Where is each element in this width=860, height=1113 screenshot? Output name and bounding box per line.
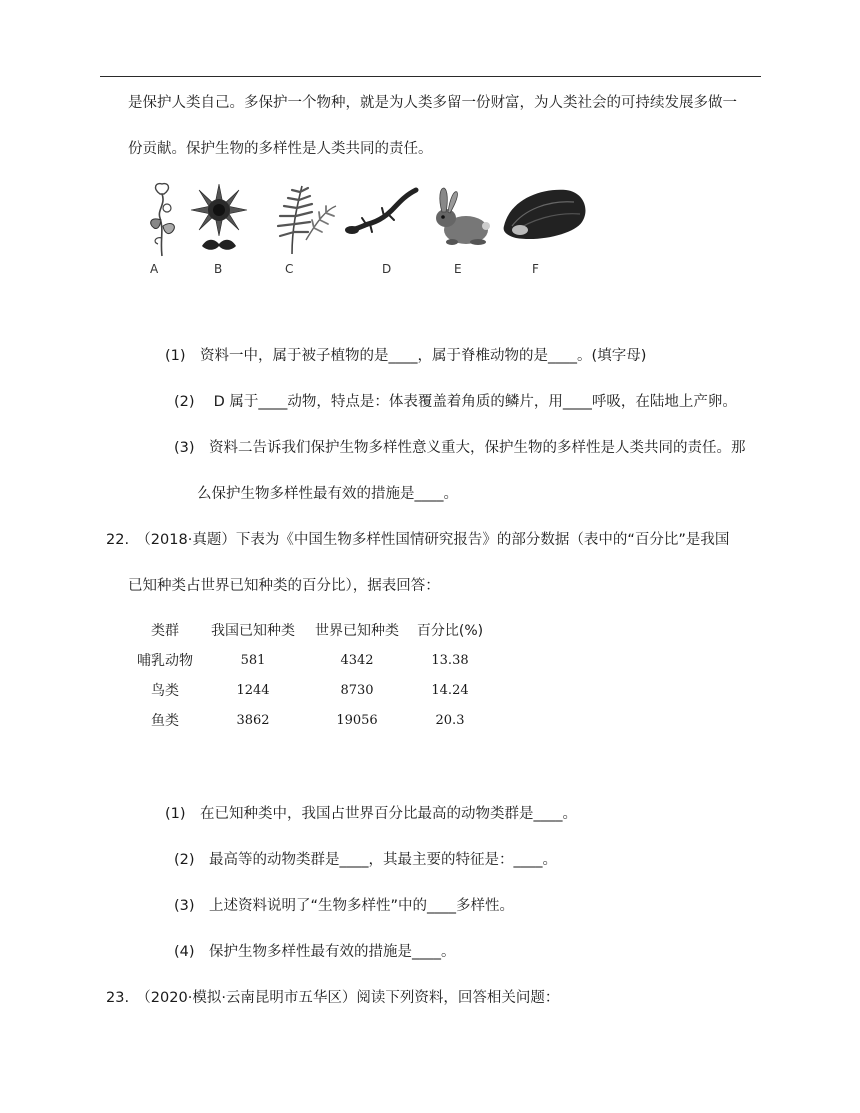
table-header-cell: 百分比(%) bbox=[416, 623, 484, 639]
figure-c-fern bbox=[262, 180, 338, 256]
figure-b-sunflower bbox=[188, 180, 250, 254]
figure-a-plant bbox=[142, 180, 182, 258]
table-header-cell: 我国已知种类 bbox=[211, 623, 295, 639]
figure-label-e: E bbox=[454, 262, 462, 276]
intro-line-2: 份贡献。保护生物的多样性是人类共同的责任。 bbox=[128, 141, 433, 157]
figure-label-b: B bbox=[214, 262, 223, 276]
q22-sub3: (3) 上述资料说明了“生物多样性”中的____多样性。 bbox=[174, 898, 515, 914]
table-cell-china: 1244 bbox=[236, 683, 270, 698]
table-cell-percent: 14.24 bbox=[431, 683, 469, 698]
q22-sub4: (4) 保护生物多样性最有效的措施是____。 bbox=[174, 944, 456, 960]
q21-sub1: (1) 资料一中，属于被子植物的是____，属于脊椎动物的是____。(填字母) bbox=[165, 348, 647, 364]
table-cell-group: 鱼类 bbox=[151, 713, 179, 729]
table-cell-world: 8730 bbox=[340, 683, 374, 698]
table-cell-percent: 13.38 bbox=[431, 653, 469, 668]
figure-label-d: D bbox=[382, 262, 392, 276]
header-rule bbox=[100, 76, 761, 77]
table-cell-world: 4342 bbox=[340, 653, 374, 668]
figure-label-a: A bbox=[150, 262, 159, 276]
table-cell-china: 3862 bbox=[236, 713, 270, 728]
organism-figure bbox=[140, 180, 600, 280]
table-header-cell: 世界已知种类 bbox=[315, 623, 399, 639]
figure-f-mussel bbox=[500, 180, 590, 244]
figure-label-f: F bbox=[532, 262, 539, 276]
table-header-cell: 类群 bbox=[151, 623, 179, 639]
q21-sub2: (2) D 属于____动物，特点是：体表覆盖着角质的鳞片，用____呼吸，在陆地上产卵。 bbox=[174, 394, 737, 410]
table-cell-group: 哺乳动物 bbox=[137, 653, 193, 669]
table-cell-world: 19056 bbox=[336, 713, 378, 728]
figure-e-rabbit bbox=[428, 180, 492, 250]
table-cell-china: 581 bbox=[240, 653, 266, 668]
figure-d-lizard bbox=[344, 180, 420, 240]
q21-sub3-line1: (3) 资料二告诉我们保护生物多样性意义重大，保护生物的多样性是人类共同的责任。那 bbox=[174, 440, 746, 456]
q22-sub1: (1) 在已知种类中，我国占世界百分比最高的动物类群是____。 bbox=[165, 806, 578, 822]
figure-label-c: C bbox=[285, 262, 294, 276]
table-cell-percent: 20.3 bbox=[435, 713, 465, 728]
intro-line-1: 是保护人类自己。多保护一个物种，就是为人类多留一份财富，为人类社会的可持续发展多做一 bbox=[128, 95, 737, 111]
q22-heading-line1: 22. （2018·真题）下表为《中国生物多样性国情研究报告》的部分数据（表中的“百分比”是我国 bbox=[106, 532, 730, 548]
q23-heading: 23. （2020·模拟·云南昆明市五华区）阅读下列资料，回答相关问题： bbox=[106, 990, 560, 1006]
q22-heading-line2: 已知种类占世界已知种类的百分比），据表回答： bbox=[128, 578, 440, 594]
q22-sub2: (2) 最高等的动物类群是____，其最主要的特征是：____。 bbox=[174, 852, 558, 868]
q21-sub3-line2: 么保护生物多样性最有效的措施是____。 bbox=[197, 486, 458, 502]
table-cell-group: 鸟类 bbox=[151, 683, 179, 699]
